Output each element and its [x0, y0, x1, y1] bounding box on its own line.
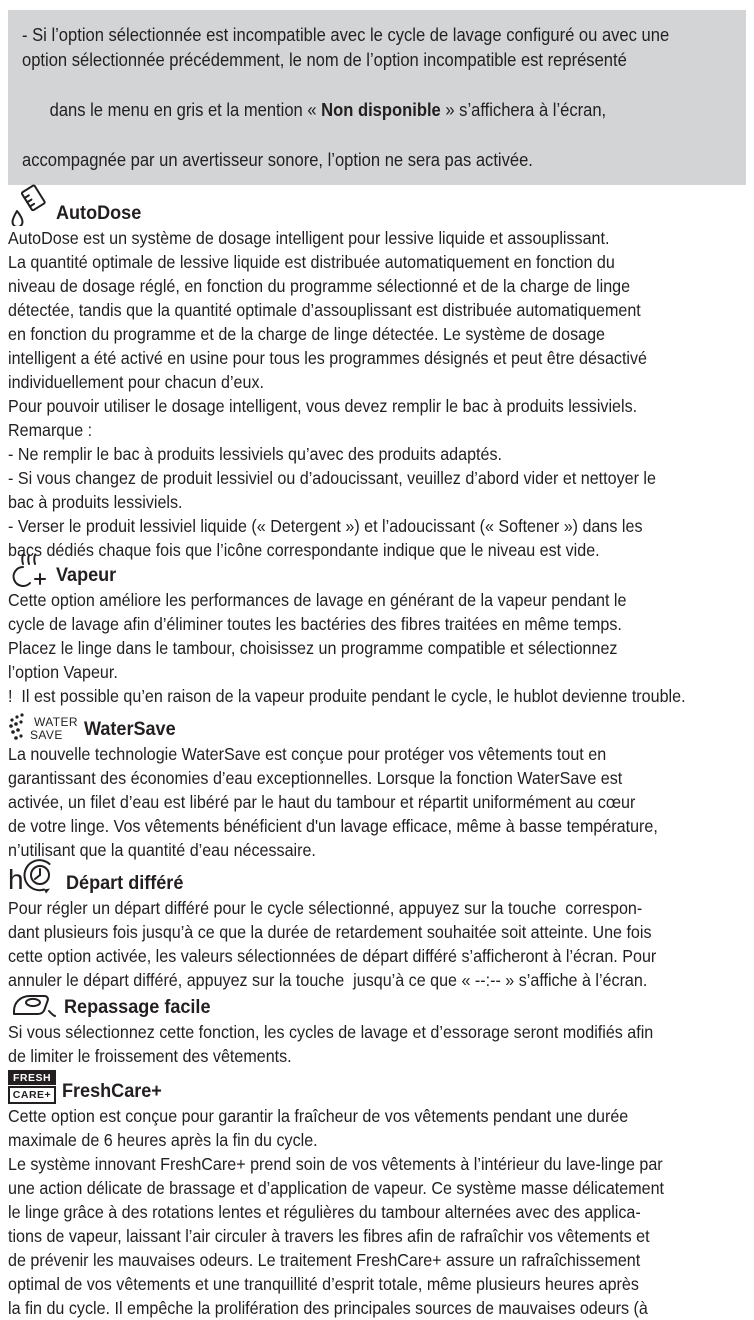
text-line: en fonction du programme et de la charge de linge détectée. Le système de dosage — [8, 324, 605, 344]
section-title: Vapeur — [56, 565, 117, 586]
delay-start-icon — [8, 856, 60, 896]
text-line: Placez le linge dans le tambour, choisissez un programme compatible et sélectionnez — [8, 638, 618, 658]
section-watersave — [8, 708, 746, 862]
text-line: cette option activée, les valeurs sélectionnées de départ différé s’afficheront à l’écran. Pour — [8, 946, 657, 966]
text-line: Cette option est conçue pour garantir la fraîcheur de vos vêtements pendant une durée — [8, 1106, 629, 1126]
text-line: activée, un filet d’eau est libéré par le haut du tambour et répartit uniformément au cœur — [8, 792, 636, 812]
text-line: dant plusieurs fois jusqu’à ce que la durée de retardement souhaitée soit atteinte. Une fois — [8, 922, 652, 942]
text-line: La nouvelle technologie WaterSave est conçue pour protéger vos vêtements tout en — [8, 744, 607, 764]
text-line: détectée, tandis que la quantité optimale d’assouplissant est distribuée automatiquement — [8, 300, 641, 320]
section-title: Repassage facile — [64, 997, 211, 1018]
text-line: bacs dédiés chaque fois que l’icône correspondante indique que le niveau est vide. — [8, 540, 600, 560]
svg-text:h: h — [8, 864, 24, 895]
text-line: n’utilisant que la quantité d’eau nécessaire. — [8, 840, 316, 860]
text-line: l’option Vapeur. — [8, 662, 118, 682]
text-line: AutoDose est un système de dosage intelligent pour lessive liquide et assouplissant. — [8, 228, 610, 248]
easy-iron-icon — [8, 992, 58, 1020]
text-line: de limiter le froissement des vêtements. — [8, 1046, 292, 1066]
text-line: Si vous sélectionnez cette fonction, les cycles de lavage et d’essorage seront modifiés afin — [8, 1022, 654, 1042]
note-line-pre: dans le menu en gris et la mention « — [49, 100, 322, 120]
text-line: Pour régler un départ différé pour le cycle sélectionné, appuyez sur la touche correspon- — [8, 898, 643, 918]
freshcare-badge-bottom: CARE+ — [8, 1086, 56, 1104]
section-title: WaterSave — [84, 719, 176, 740]
watersave-icon-word-top: WATER — [34, 715, 78, 729]
section-vapeur — [8, 562, 746, 708]
text-line: - Si vous changez de produit lessiviel ou d’adoucissant, veuillez d’abord vider et nettoyer le — [8, 468, 656, 488]
text-line: tions de vapeur, laissant l’air circuler à travers les fibres afin de rafraîchir vos vêtements et — [8, 1226, 650, 1246]
note-line — [22, 73, 675, 148]
text-line: La quantité optimale de lessive liquide est distribuée automatiquement en fonction du — [8, 252, 615, 272]
text-line: - Verser le produit lessiviel liquide (« Detergent ») et l’adoucissant (« Softener ») dans les — [8, 516, 643, 536]
section-autodose — [8, 188, 746, 562]
text-line: de votre linge. Vos vêtements bénéficient d'un lavage efficace, même à basse température, — [8, 816, 658, 836]
text-line: le linge grâce à des rotations lentes et régulières du tambour alternées avec des applica- — [8, 1202, 641, 1222]
text-line: optimal de vos vêtements et une tranquillité d’esprit totale, même plusieurs heures après — [8, 1274, 639, 1294]
text-line: intelligent a été activé en usine pour tous les programmes désignés et peut être désactivé — [8, 348, 648, 368]
text-line: Remarque : — [8, 420, 93, 440]
section-repassage-facile — [8, 992, 746, 1068]
text-line: Cette option améliore les performances de lavage en générant de la vapeur pendant le — [8, 590, 627, 610]
note-line-post: » s’affichera à l’écran, — [440, 100, 607, 120]
text-line: Pour pouvoir utiliser le dosage intelligent, vous devez remplir le bac à produits lessiviels. — [8, 396, 638, 416]
text-line: Le système innovant FreshCare+ prend soin de vos vêtements à l’intérieur du lave-linge par — [8, 1154, 663, 1174]
section-title: AutoDose — [56, 203, 142, 224]
section-title: FreshCare+ — [62, 1081, 162, 1102]
text-line: maximale de 6 heures après la fin du cycle. — [8, 1130, 318, 1150]
watersave-icon — [8, 710, 78, 742]
incompatibility-note-box — [8, 10, 746, 185]
text-line: une action délicate de brassage et d’application de vapeur. Ce système masse délicatement — [8, 1178, 665, 1198]
text-line: garantissant des économies d’eau exceptionnelles. Lorsque la fonction WaterSave est — [8, 768, 623, 788]
text-line: bac à produits lessiviels. — [8, 492, 183, 512]
text-line: la fin du cycle. Il empêche la prolifération des principales sources de mauvaises odeurs (à — [8, 1298, 648, 1318]
section-depart-differe — [8, 862, 746, 992]
freshcare-badge-icon — [8, 1070, 56, 1104]
section-title: Départ différé — [66, 873, 184, 894]
autodose-dispenser-icon — [8, 182, 50, 226]
note-bold-term: Non disponible — [321, 100, 441, 120]
freshcare-badge-top: FRESH — [8, 1070, 56, 1085]
section-freshcare — [8, 1068, 746, 1320]
note-line: - Si l’option sélectionnée est incompatible avec le cycle de lavage configuré ou avec une — [22, 25, 670, 45]
text-line: niveau de dosage réglé, en fonction du programme sélectionné et de la charge de linge — [8, 276, 631, 296]
text-line: - Ne remplir le bac à produits lessiviels qu’avec des produits adaptés. — [8, 444, 502, 464]
note-line: option sélectionnée précédemment, le nom de l’option incompatible est représenté — [22, 50, 627, 70]
note-line: accompagnée par un avertisseur sonore, l’option ne sera pas activée. — [22, 150, 533, 170]
watersave-icon-word-bottom: SAVE — [30, 728, 63, 742]
text-line: cycle de lavage afin d’éliminer toutes les bactéries des fibres traitées en même temps. — [8, 614, 622, 634]
text-line: annuler le départ différé, appuyez sur la touche jusqu’à ce que « --:-- » s’affiche à l’écran. — [8, 970, 648, 990]
text-line: de prévenir les mauvaises odeurs. Le traitement FreshCare+ assure un rafraîchissement — [8, 1250, 641, 1270]
text-line: individuellement pour chacun d’eux. — [8, 372, 264, 392]
text-line: ! Il est possible qu’en raison de la vapeur produite pendant le cycle, le hublot devienne trouble. — [8, 686, 686, 706]
